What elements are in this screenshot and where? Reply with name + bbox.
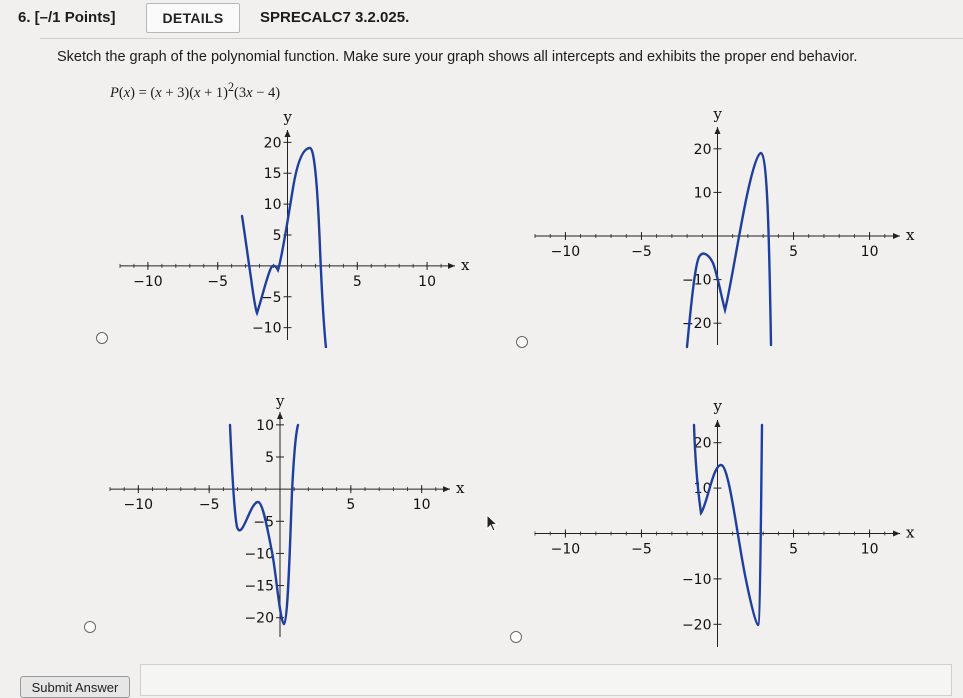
x-tick-label: 10 [412,497,431,514]
x-tick-label: 10 [418,273,436,290]
y-tick-label: −5 [260,289,282,306]
x-tick-label: −10 [550,244,581,260]
polynomial-curve [242,148,326,348]
submit-answer-button[interactable]: Submit Answer [20,676,130,698]
x-tick-label: −10 [550,541,581,558]
y-axis-arrow [715,420,721,427]
x-tick-label: 5 [352,273,362,290]
function-exponent: 2 [227,80,235,94]
x-axis-label: x [456,479,465,498]
function-variable: x [123,84,131,101]
option-d-graph [525,395,925,660]
polynomial-curve [694,425,762,625]
function-part-5: − 4) [252,84,281,101]
y-axis-arrow [277,412,283,419]
option-c-radio[interactable] [84,621,96,633]
y-tick-label: 20 [693,435,712,452]
y-axis-label: y [713,105,722,123]
x-tick-label: −5 [198,497,220,514]
x-tick-label: −5 [631,244,652,260]
y-tick-label: −10 [681,272,712,289]
polynomial-function: $P(x) = (x + 3)(x + 1)^2(3x - 4)$ [110,80,281,101]
option-c-graph [100,392,480,642]
function-part-4: (3 [234,84,247,101]
x-axis-arrow [893,233,900,239]
y-axis-arrow [285,130,291,137]
function-name: P [110,84,119,101]
x-tick-label: −5 [631,541,652,558]
function-part-1: = ( [134,84,156,101]
function-variable: x [246,84,253,101]
x-axis-arrow [443,486,450,492]
question-header [0,0,963,38]
y-tick-label: 10 [693,481,712,498]
function-variable: x [155,84,162,101]
x-tick-label: 5 [789,541,799,558]
y-tick-label: 10 [263,197,282,214]
function-part-3: + 1) [200,84,228,101]
y-axis-arrow [715,127,721,134]
question-number: 6. [–/1 Points] [18,9,116,26]
x-axis-label: x [461,255,470,274]
x-tick-label: −10 [133,273,163,290]
y-tick-label: 10 [256,417,274,434]
mouse-cursor-icon [486,514,500,532]
option-d-radio[interactable] [510,631,522,643]
y-axis-label: y [276,392,285,410]
y-tick-label: 20 [263,135,282,152]
x-tick-label: 5 [346,497,356,514]
y-axis-label: y [283,108,292,126]
x-tick-label: −5 [207,273,229,290]
y-tick-label: −20 [681,617,712,634]
y-tick-label: 5 [272,228,282,244]
option-a-radio[interactable] [96,332,108,344]
y-tick-label: −5 [253,514,274,531]
y-tick-label: −10 [681,571,712,588]
y-tick-label: 20 [693,141,712,158]
y-tick-label: −20 [681,316,712,333]
x-tick-label: 10 [860,244,879,260]
y-tick-label: −15 [244,578,274,595]
details-button[interactable]: DETAILS [146,3,240,33]
x-axis-label: x [906,523,915,542]
y-tick-label: 5 [265,450,274,466]
question-prompt: Sketch the graph of the polynomial function. Make sure your graph shows all intercepts and exhibits the proper end behavior. [57,49,858,65]
x-tick-label: 5 [789,244,799,260]
option-b-graph [525,105,925,350]
y-tick-label: 15 [263,166,282,183]
function-part-2: + 3)( [161,84,195,101]
y-tick-label: −10 [244,546,274,563]
y-tick-label: −20 [244,610,274,627]
y-tick-label: 10 [693,185,712,202]
x-axis-label: x [906,226,915,244]
y-axis-label: y [713,397,722,415]
x-tick-label: 10 [860,541,879,558]
x-axis-arrow [448,263,455,269]
x-tick-label: −10 [123,497,154,514]
option-a-graph [110,108,480,348]
function-variable: x [194,84,201,101]
x-axis-arrow [893,531,900,537]
y-tick-label: −10 [251,320,282,337]
header-divider [40,38,963,39]
question-code: SPRECALC7 3.2.025. [260,9,410,26]
answer-box [140,664,952,696]
